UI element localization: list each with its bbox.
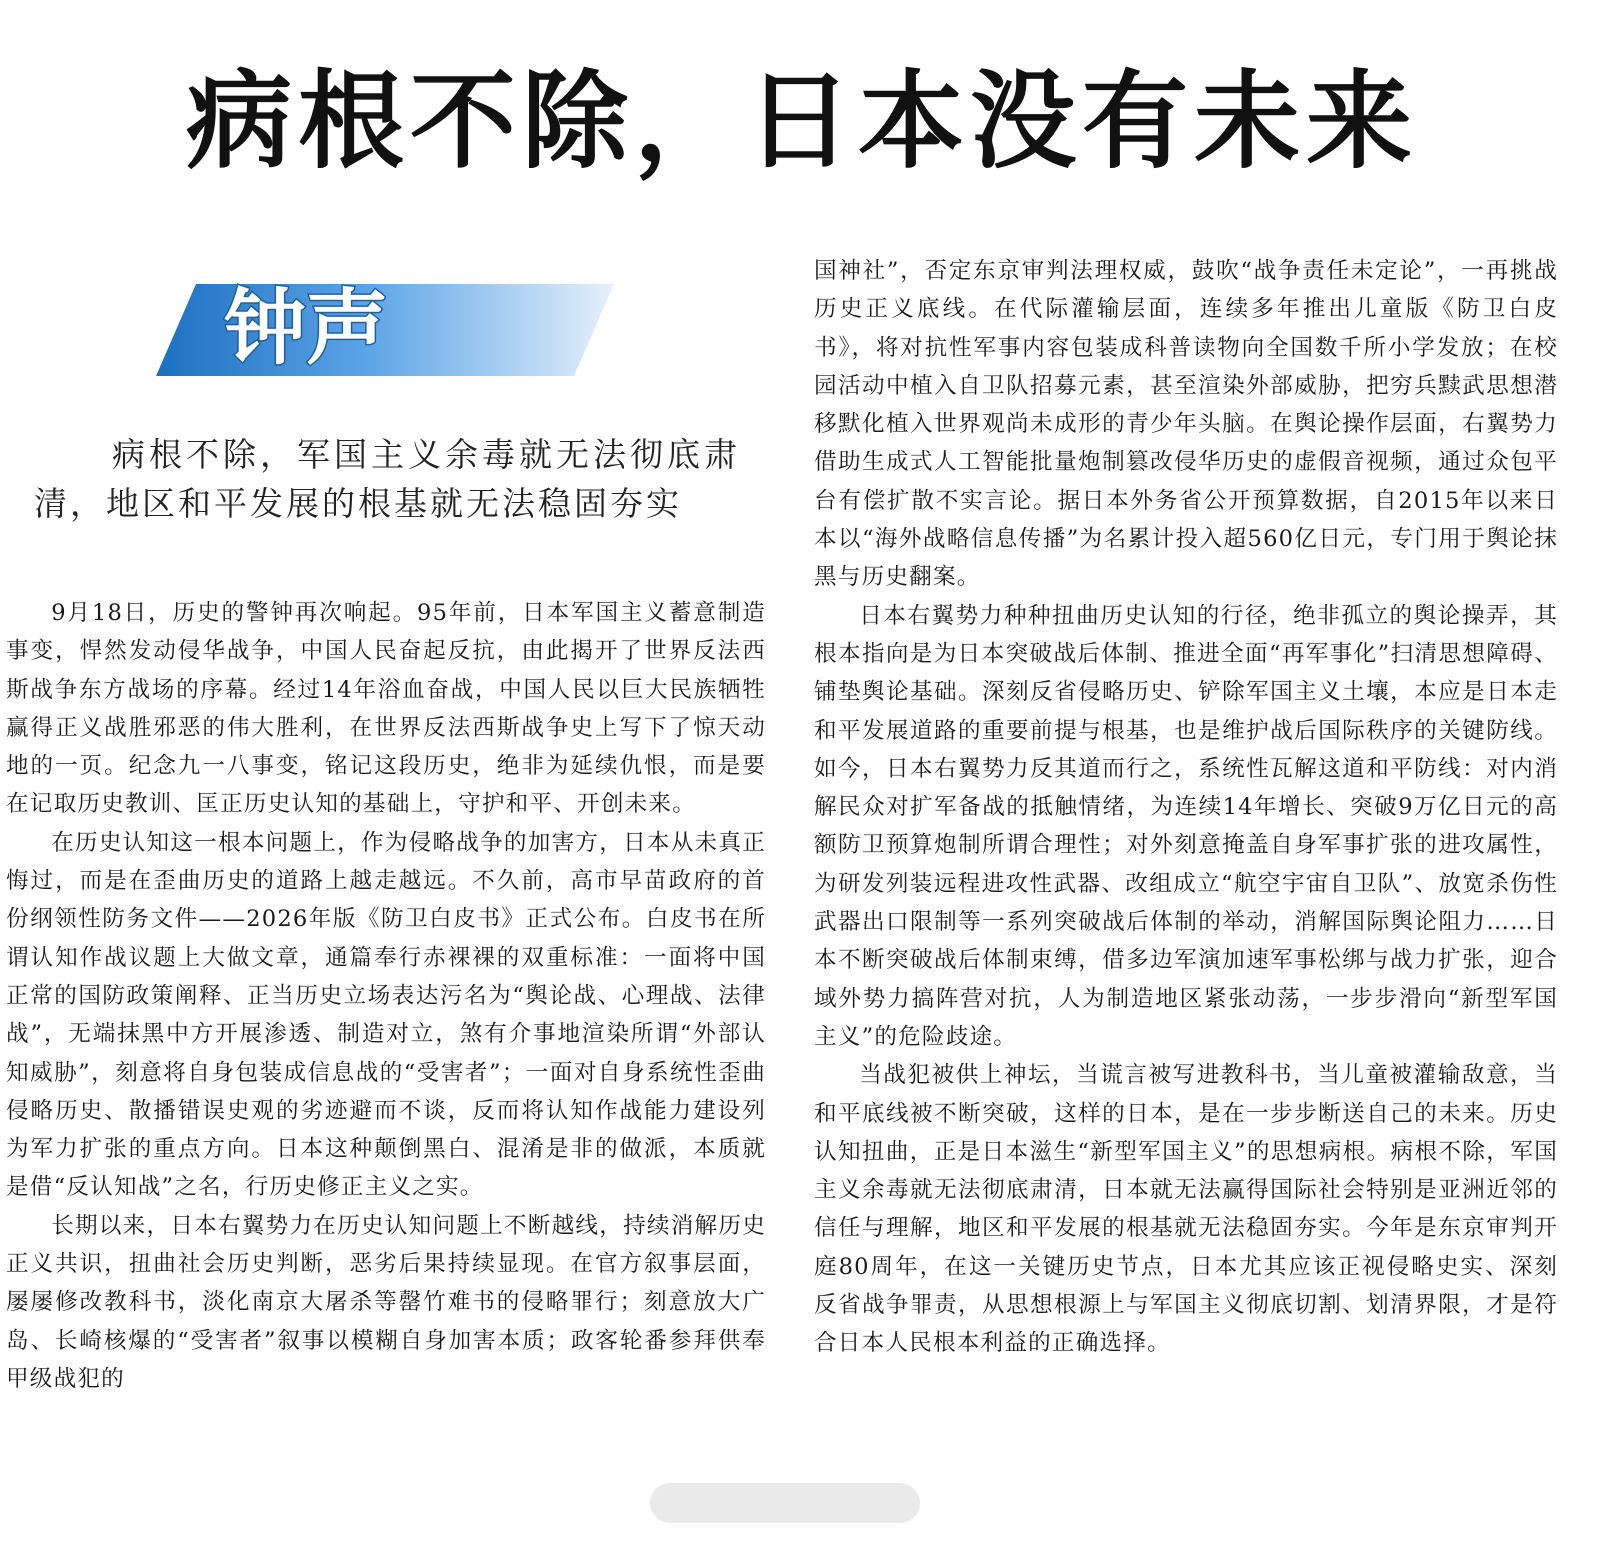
paragraph-4: 日本右翼势力种种扭曲历史认知的行径，绝非孤立的舆论操弄，其根本指向是为日本突破战后体制、推进全面“再军事化”扫清思想障碍、铺垫舆论基础。深刻反省侵略历史、铲除军国主义土壤，本应是日本走和平发展道路的重要前提与根基，也是维护战后国际秩序的关键防线。如今，日本右翼势力反其道而行之，系统性瓦解这道和平防线：对内消解民众对扩军备战的抵触情绪，为连续14年增长、突破9万亿日元的高额防卫预算炮制所谓合理性；对外刻意掩盖自身军事扩张的进攻属性，为研发列装远程进攻性武器、改组成立“航空宇宙自卫队”、放宽杀伤性武器出口限制等一系列突破战后体制的举动，消解国际舆论阻力……日本不断突破战后体制束缚，借多边军演加速军事松绑与战力扩张，迎合域外势力搞阵营对抗，人为制造地区紧张动荡，一步步滑向“新型军国主义”的危险歧途。 [814, 602, 1558, 1050]
paragraph-3: 长期以来，日本右翼势力在历史认知问题上不断越线，持续消解历史正义共识，扭曲社会历史判断，恶劣后果持续显现。在官方叙事层面，屡屡修改教科书，淡化南京大屠杀等罄竹难书的侵略罪行；刻意放大广岛、长崎核爆的“受害者”叙事以模糊自身加害本质；政客轮番参拜供奉甲级战犯的 [6, 1212, 766, 1392]
paragraph-5: 当战犯被供上神坛，当谎言被写进教科书，当儿童被灌输敌意，当和平底线被不断突破，这样的日本，是在一步步断送自己的未来。历史认知扭曲，正是日本滋生“新型军国主义”的思想病根。病根不除，军国主义余毒就无法彻底肃清，日本就无法赢得国际社会特别是亚洲近邻的信任与理解，地区和平发展的根基就无法稳固夯实。今年是东京审判开庭80周年，在这一关键历史节点，日本尤其应该正视侵略史实、深刻反省战争罪责，从思想根源上与军国主义彻底切割、划清界限，才是符合日本人民根本利益的正确选择。 [814, 1062, 1558, 1357]
paragraph-3-continued: 国神社”，否定东京审判法理权威，鼓吹“战争责任未定论”，一再挑战历史正义底线。在代际灌输层面，连续多年推出儿童版《防卫白皮书》，将对抗性军事内容包装成科普读物向全国数千所小学发放；在校园活动中植入自卫队招募元素，甚至渲染外部威胁，把穷兵黩武思想潜移默化植入世界观尚未成形的青少年头脑。在舆论操作层面，右翼势力借助生成式人工智能批量炮制篡改侵华历史的虚假音视频，通过众包平台有偿扩散不实言论。据日本外务省公开预算数据，自2015年以来日本以“海外战略信息传播”为名累计投入超560亿日元，专门用于舆论抹黑与历史翻案。 [814, 258, 1558, 591]
deck-subtitle: 病根不除，军国主义余毒就无法彻底肃清，地区和平发展的根基就无法稳固夯实 [34, 435, 740, 523]
column-logo [156, 268, 626, 390]
paragraph-1: 9月18日，历史的警钟再次响起。95年前，日本军国主义蓄意制造事变，悍然发动侵华战争，中国人民奋起反抗，由此揭开了世界反法西斯战争东方战场的序幕。经过14年浴血奋战，中国人民以巨大民族牺牲赢得正义战胜邪恶的伟大胜利，在世界反法西斯战争史上写下了惊天动地的一页。纪念九一八事变，铭记这段历史，绝非为延续仇恨，而是要在记取历史教训、匡正历史认知的基础上，守护和平、开创未来。 [6, 600, 766, 818]
right-column [814, 252, 1558, 1363]
headline: 病根不除，日本没有未来 [186, 60, 1418, 183]
watermark-overlay [650, 1483, 920, 1523]
paragraph-2: 在历史认知这一根本问题上，作为侵略战争的加害方，日本从未真正悔过，而是在歪曲历史的道路上越走越远。不久前，高市早苗政府的首份纲领性防务文件——2026年版《防卫白皮书》正式公布。白皮书在所谓认知作战议题上大做文章，通篇奉行赤裸裸的双重标准：一面将中国正常的国防政策阐释、正当历史立场表达污名为“舆论战、心理战、法律战”，无端抹黑中方开展渗透、制造对立，煞有介事地渲染所谓“外部认知威胁”，刻意将自身包装成信息战的“受害者”；一面对自身系统性歪曲侵略历史、散播错误史观的劣迹避而不谈，反而将认知作战能力建设列为军力扩张的重点方向。日本这种颠倒黑白、混淆是非的做派，本质就是借“反认知战”之名，行历史修正主义之实。 [6, 829, 766, 1201]
left-column [6, 594, 766, 1398]
logo-text: 钟声 [224, 281, 389, 376]
